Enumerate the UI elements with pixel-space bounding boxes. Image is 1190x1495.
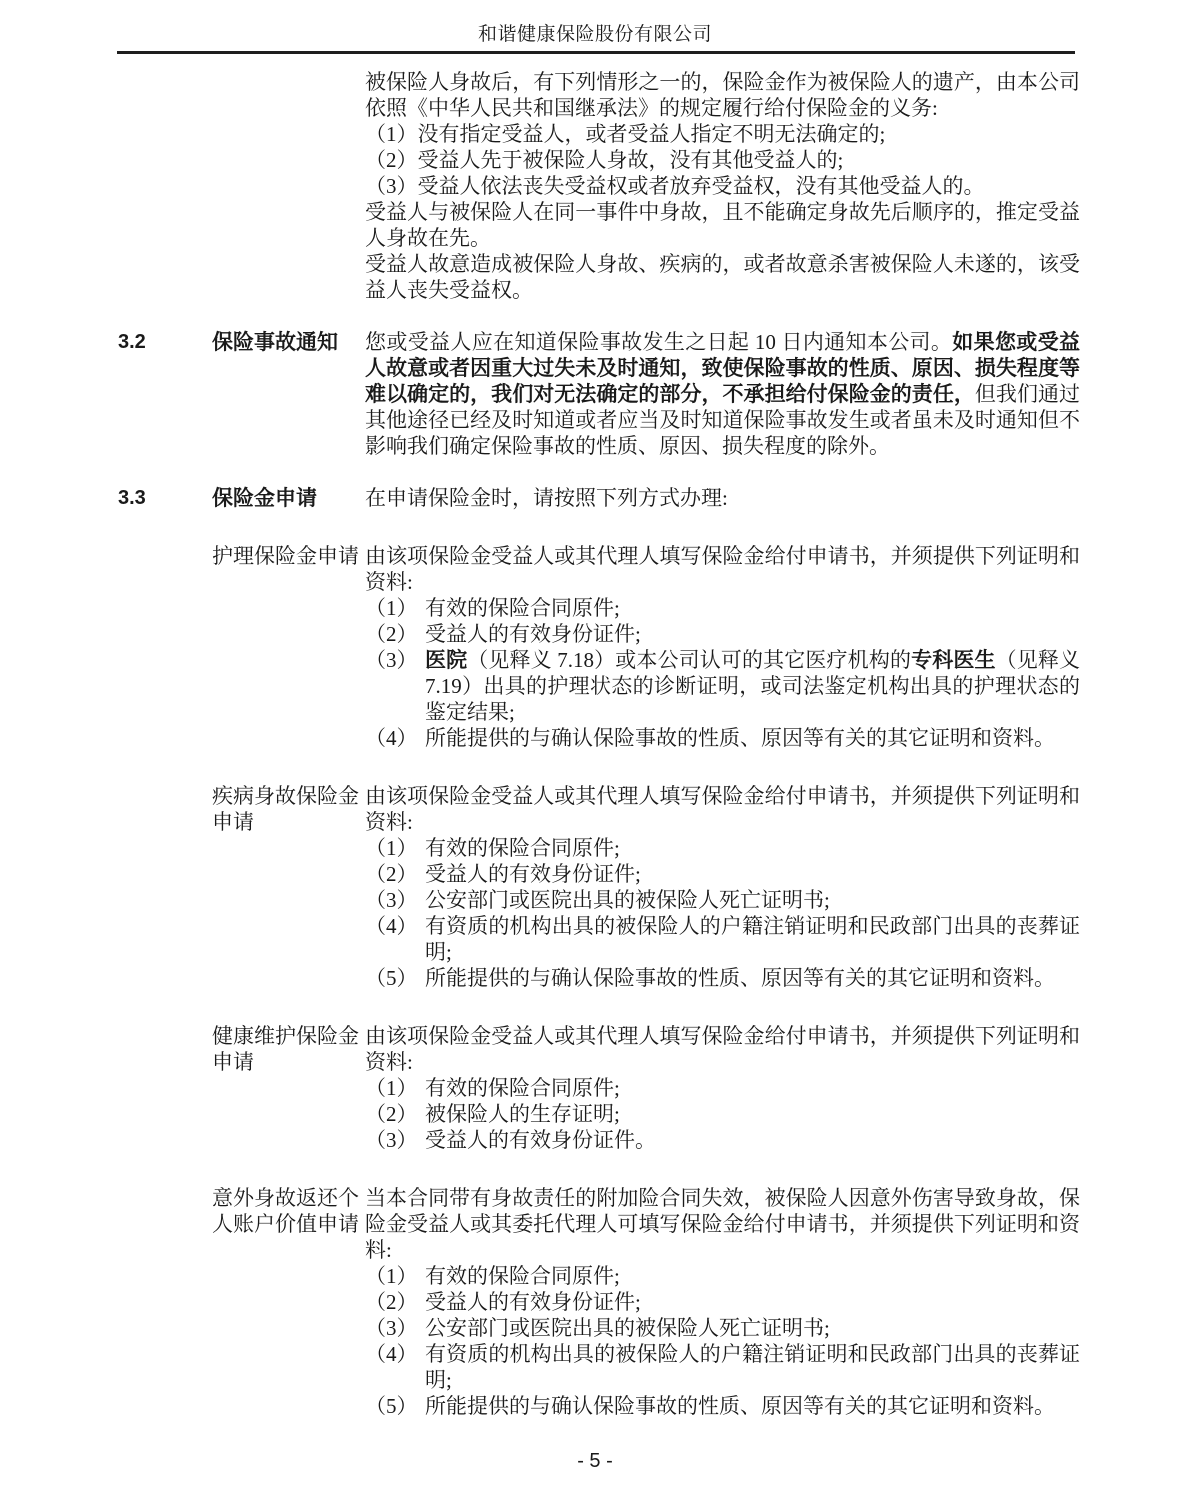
paragraph	[365, 173, 1080, 199]
list-item-text	[425, 1315, 1080, 1341]
contract-section	[0, 329, 1190, 459]
list-item-text	[425, 725, 1080, 751]
paragraph	[365, 147, 1080, 173]
page-number: - 5 -	[577, 1450, 613, 1472]
text-run: 所能提供的与确认保险事故的性质、原因等有关的其它证明和资料。	[425, 726, 1055, 750]
text-run: 受益人故意造成被保险人身故、疾病的，或者故意杀害被保险人未遂的，该受益人丧失受益权。	[365, 252, 1080, 302]
paragraph	[365, 199, 1080, 251]
list-item-text	[425, 1341, 1080, 1393]
text-run: 受益人的有效身份证件;	[425, 622, 641, 646]
contract-section	[0, 485, 1190, 511]
list-item-text	[425, 621, 1080, 647]
list-item	[365, 595, 1080, 621]
text-run: 受益人的有效身份证件;	[425, 1290, 641, 1314]
section-content	[365, 1023, 1080, 1153]
list-item	[365, 1263, 1080, 1289]
section-number	[118, 69, 212, 303]
header-divider	[117, 51, 1075, 54]
paragraph	[365, 543, 1080, 595]
list-item-marker: （2）	[365, 1290, 418, 1314]
text-run: 在申请保险金时，请按照下列方式办理:	[365, 486, 728, 510]
paragraph	[365, 121, 1080, 147]
list-item	[365, 913, 1080, 965]
text-run: （3）受益人依法丧失受益权或者放弃受益权，没有其他受益人的。	[365, 174, 985, 198]
text-run: 有资质的机构出具的被保险人的户籍注销证明和民政部门出具的丧葬证明;	[425, 914, 1080, 964]
section-label: 疾病身故保险金申请	[212, 784, 359, 834]
paragraph	[365, 783, 1080, 835]
text-run: 有效的保险合同原件;	[425, 836, 620, 860]
list-item-marker: （1）	[365, 1076, 418, 1100]
page-footer	[0, 1450, 1190, 1473]
list-item	[365, 1341, 1080, 1393]
text-run: 有效的保险合同原件;	[425, 596, 620, 620]
list-item-marker: （4）	[365, 1342, 418, 1366]
text-run: 当本合同带有身故责任的附加险合同失效，被保险人因意外伤害导致身故，保险金受益人或其委托代理人可填写保险金给付申请书，并须提供下列证明和资料:	[365, 1186, 1080, 1262]
text-run: 有资质的机构出具的被保险人的户籍注销证明和民政部门出具的丧葬证明;	[425, 1342, 1080, 1392]
paragraph	[365, 329, 1080, 459]
section-label: 健康维护保险金申请	[212, 1024, 359, 1074]
list-item-text	[425, 647, 1080, 725]
text-run: 由该项保险金受益人或其代理人填写保险金给付申请书，并须提供下列证明和资料:	[365, 1024, 1080, 1074]
text-run: 由该项保险金受益人或其代理人填写保险金给付申请书，并须提供下列证明和资料:	[365, 544, 1080, 594]
list-item	[365, 1101, 1080, 1127]
section-number	[118, 543, 212, 751]
list-item-marker: （4）	[365, 726, 418, 750]
section-label: 保险金申请	[212, 486, 317, 510]
section-number	[118, 1023, 212, 1153]
list-item	[365, 887, 1080, 913]
section-content	[365, 1185, 1080, 1419]
list-item-marker: （5）	[365, 966, 418, 990]
text-run: 受益人的有效身份证件;	[425, 862, 641, 886]
section-content	[365, 783, 1080, 991]
text-run: 被保险人身故后，有下列情形之一的，保险金作为被保险人的遗产，由本公司依照《中华人民共和国继承法》的规定履行给付保险金的义务:	[365, 70, 1080, 120]
list-item-marker: （5）	[365, 1394, 418, 1418]
list-item	[365, 965, 1080, 991]
section-number: 3.2	[118, 331, 146, 353]
list-item-text	[425, 1289, 1080, 1315]
text-run: 受益人的有效身份证件。	[425, 1128, 656, 1152]
list-item-marker: （4）	[365, 914, 418, 938]
paragraph	[365, 69, 1080, 121]
list-item	[365, 621, 1080, 647]
bold-text-run: 医院	[425, 648, 468, 672]
list-item-text	[425, 1101, 1080, 1127]
section-label: 护理保险金申请	[212, 544, 359, 568]
section-content	[365, 69, 1080, 303]
contract-section	[0, 543, 1190, 751]
text-run: 公安部门或医院出具的被保险人死亡证明书;	[425, 888, 830, 912]
section-content	[365, 543, 1080, 751]
text-run: （见释义 7.19）出具的护理状态的诊断证明，或司法鉴定机构出具的护理状态的鉴定结果;	[425, 648, 1081, 724]
paragraph	[365, 485, 1080, 511]
section-content	[365, 485, 1080, 511]
list-item-text	[425, 1127, 1080, 1153]
list-item-text	[425, 887, 1080, 913]
text-run: 您或受益人应在知道保险事故发生之日起 10 日内通知本公司。	[365, 330, 953, 354]
text-run: （1）没有指定受益人，或者受益人指定不明无法确定的;	[365, 122, 886, 146]
section-number: 3.3	[118, 487, 146, 509]
section-content	[365, 329, 1080, 459]
section-number	[118, 783, 212, 991]
list-item-text	[425, 913, 1080, 965]
list-item-marker: （1）	[365, 1264, 418, 1288]
section-number	[118, 1185, 212, 1419]
text-run: 被保险人的生存证明;	[425, 1102, 620, 1126]
contract-section	[0, 1185, 1190, 1419]
list-item-marker: （2）	[365, 1102, 418, 1126]
bold-text-run: 专科医生	[911, 648, 996, 672]
section-label	[212, 69, 365, 303]
list-item	[365, 1075, 1080, 1101]
contract-section	[0, 1023, 1190, 1153]
list-item-marker: （1）	[365, 596, 418, 620]
list-item-marker: （2）	[365, 622, 418, 646]
list-item-text	[425, 1393, 1080, 1419]
contract-section	[0, 783, 1190, 991]
list-item	[365, 1127, 1080, 1153]
section-label: 保险事故通知	[212, 330, 338, 354]
text-run: 由该项保险金受益人或其代理人填写保险金给付申请书，并须提供下列证明和资料:	[365, 784, 1080, 834]
list-item	[365, 1315, 1080, 1341]
list-item-text	[425, 835, 1080, 861]
list-item-marker: （3）	[365, 1316, 418, 1340]
bold-text-run: 如果您或受益人故意或者因重大过失未及时通知，致使保险事故的性质、原因、损失程度等难以确定的，我们对无法确定的部分，不承担给付保险金的责任，	[365, 330, 1081, 406]
text-run: 公安部门或医院出具的被保险人死亡证明书;	[425, 1316, 830, 1340]
list-item-text	[425, 861, 1080, 887]
list-item	[365, 725, 1080, 751]
text-run: （2）受益人先于被保险人身故，没有其他受益人的;	[365, 148, 844, 172]
text-run: 有效的保险合同原件;	[425, 1264, 620, 1288]
list-item	[365, 1289, 1080, 1315]
text-run: （见释义 7.18）或本公司认可的其它医疗机构的	[467, 648, 912, 672]
list-item-marker: （3）	[365, 648, 418, 672]
company-header-title: 和谐健康保险股份有限公司	[477, 24, 712, 45]
text-run: 所能提供的与确认保险事故的性质、原因等有关的其它证明和资料。	[425, 1394, 1055, 1418]
list-item-marker: （2）	[365, 862, 418, 886]
list-item	[365, 835, 1080, 861]
list-item	[365, 861, 1080, 887]
text-run: 所能提供的与确认保险事故的性质、原因等有关的其它证明和资料。	[425, 966, 1055, 990]
list-item-text	[425, 1263, 1080, 1289]
list-item	[365, 647, 1080, 725]
list-item-text	[425, 595, 1080, 621]
list-item-marker: （3）	[365, 888, 418, 912]
text-run: 但我们通过其他途径已经及时知道或者应当及时知道保险事故发生或者虽未及时通知但不影响我们确定保险事故的性质、原因、损失程度的除外。	[365, 382, 1081, 458]
text-run: 受益人与被保险人在同一事件中身故，且不能确定身故先后顺序的，推定受益人身故在先。	[365, 200, 1080, 250]
text-run: 有效的保险合同原件;	[425, 1076, 620, 1100]
contract-section	[0, 69, 1190, 303]
list-item-marker: （1）	[365, 836, 418, 860]
list-item	[365, 1393, 1080, 1419]
section-label: 意外身故返还个人账户价值申请	[212, 1186, 359, 1236]
paragraph	[365, 1023, 1080, 1075]
document-body	[0, 69, 1190, 1419]
list-item-marker: （3）	[365, 1128, 418, 1152]
paragraph	[365, 251, 1080, 303]
list-item-text	[425, 1075, 1080, 1101]
list-item-text	[425, 965, 1080, 991]
paragraph	[365, 1185, 1080, 1263]
page-header	[0, 0, 1190, 54]
